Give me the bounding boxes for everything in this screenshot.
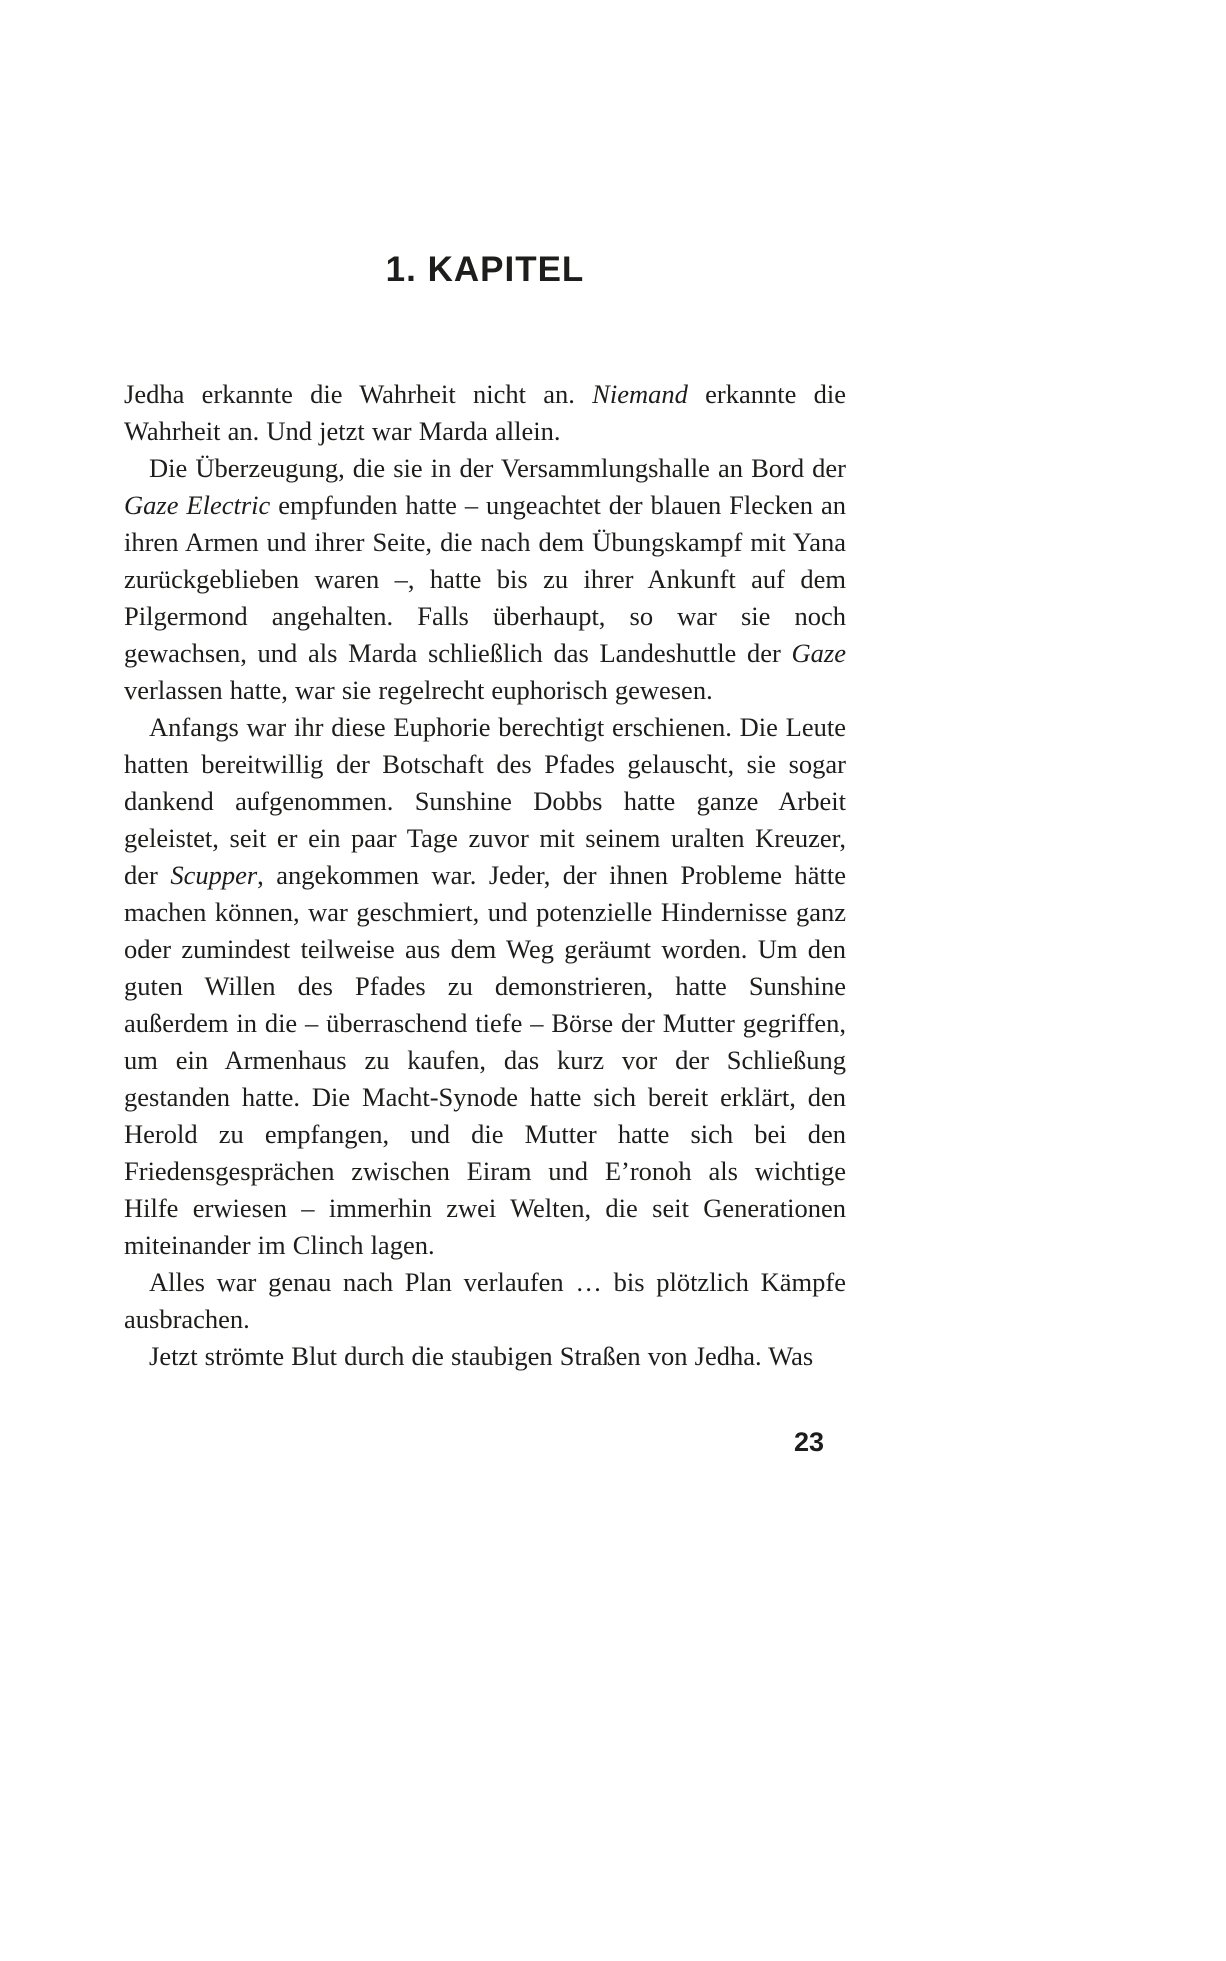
text-run: , angekommen war. Jeder, der ihnen Probleme hätte machen können, war geschmiert, und potenzielle Hindernisse ganz oder zumindest teilweise aus dem Weg geräumt worden. Um den guten Willen des Pfades zu demonstrieren, hatte Sunshine außerdem in die – überraschend tiefe – Börse der Mutter gegriffen, um ein Armenhaus zu kaufen, das kurz vor der Schließung gestanden hatte. Die Macht-Synode hatte sich bereit erklärt, den Herold zu empfangen, und die Mutter hatte sich bei den Friedensgesprächen zwischen Eiram und E’ronoh als wichtige Hilfe erwiesen – immerhin zwei Welten, die seit Generationen miteinander im Clinch lagen.	[124, 860, 846, 1260]
italic-text: Gaze	[791, 638, 846, 668]
paragraph	[124, 450, 846, 709]
text-run: Jetzt strömte Blut durch die staubigen Straßen von Jedha. Was	[149, 1341, 814, 1371]
paragraph	[124, 709, 846, 1264]
italic-text: Scupper	[170, 860, 258, 890]
text-run: Alles war genau nach Plan verlaufen … bis plötzlich Kämpfe ausbrachen.	[124, 1267, 846, 1334]
text-run: erkannte die Wahrheit an. Und jetzt war Marda allein.	[124, 379, 846, 446]
body-text	[124, 376, 846, 1375]
text-run: empfunden hatte – ungeachtet der blauen Flecken an ihren Armen und ihrer Seite, die nach dem Übungskampf mit Yana zurückgeblieben waren –, hatte bis zu ihrer Ankunft auf dem Pilgermond angehalten. Falls überhaupt, so war sie noch gewachsen, und als Marda schließlich das Landeshuttle der	[124, 490, 846, 668]
paragraph	[124, 1264, 846, 1338]
text-run: Anfangs war ihr diese Euphorie berechtigt erschienen. Die Leute hatten bereitwillig der Botschaft des Pfades gelauscht, sie sogar dankend aufgenommen. Sunshine Dobbs hatte ganze Arbeit geleistet, seit er ein paar Tage zuvor mit seinem uralten Kreuzer, der	[124, 712, 846, 890]
chapter-title: 1. KAPITEL	[385, 250, 585, 289]
text-run: Jedha erkannte die Wahrheit nicht an.	[124, 379, 593, 409]
text-run: verlassen hatte, war sie regelrecht euphorisch gewesen.	[124, 675, 713, 705]
text-run: Die Überzeugung, die sie in der Versammlungshalle an Bord der	[149, 453, 846, 483]
paragraph	[124, 376, 846, 450]
italic-text: Niemand	[592, 379, 688, 409]
italic-text: Gaze Electric	[124, 490, 271, 520]
paragraph	[124, 1338, 846, 1375]
page-number: 23	[793, 1427, 824, 1457]
